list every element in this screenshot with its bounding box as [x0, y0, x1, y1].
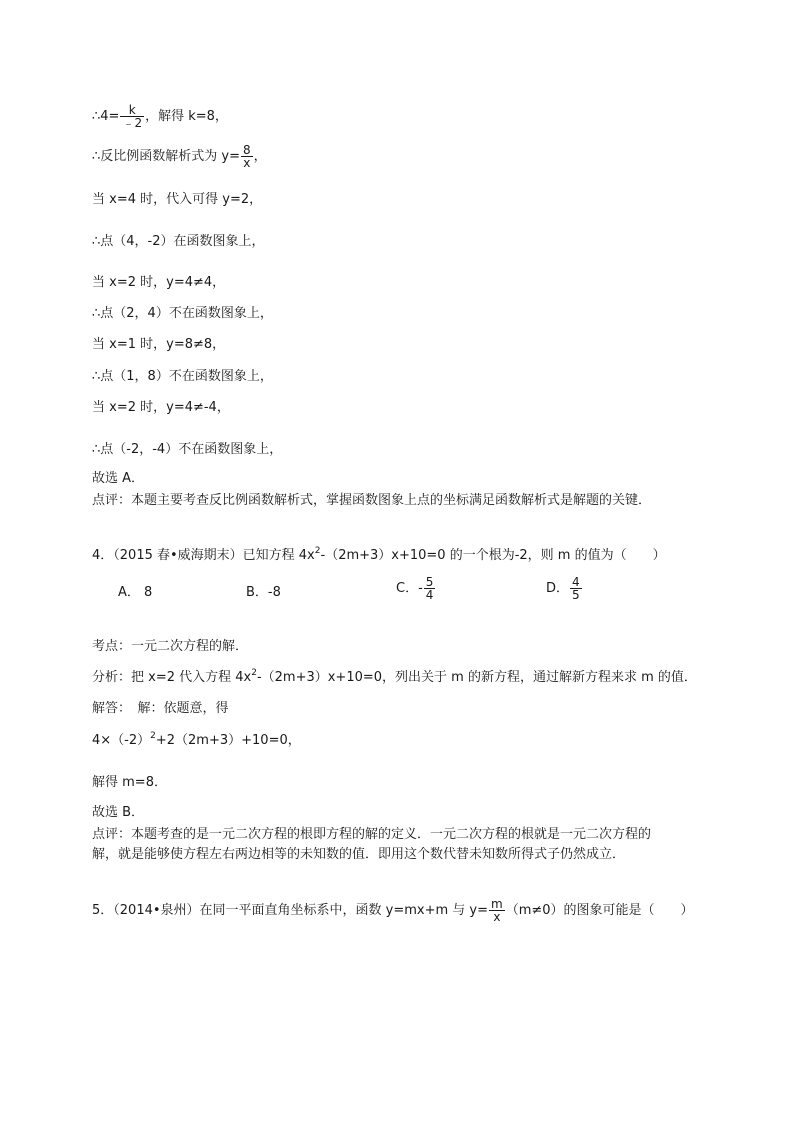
text: -（2m+3）x+10=0，列出关于 m 的新方程，通过解新方程来求 m 的值． [256, 670, 697, 685]
solution-answer: 故选 A． [92, 471, 145, 486]
text: D． [546, 581, 570, 596]
fraction-numerator: 5 [425, 575, 434, 589]
solution-line-3: 当 x=4 时，代入可得 y=2， [92, 192, 263, 207]
text: ∴4= [92, 109, 120, 124]
text: +2（2m+3）+10=0， [155, 733, 301, 748]
text: -（2m+3）x+10=0 的一个根为-2，则 m 的值为（ ） [320, 548, 666, 563]
exponent: 2 [251, 668, 257, 678]
fraction-numerator: 8 [243, 143, 251, 157]
question-4-stem [92, 547, 666, 565]
q4-comment-line-2: 解，就是能够使方程左右两边相等的未知数的值．即用这个数代替未知数所得式子仍然成立． [92, 847, 626, 862]
q4-comment-line-1: 点评：本题考查的是一元二次方程的根即方程的解的定义．一元二次方程的根就是一元二次方程的 [92, 827, 652, 842]
q4-jieda: 解答： 解：依题意，得 [92, 701, 229, 716]
solution-line-9: 当 x=2 时，y=4≠-4， [92, 400, 230, 415]
text: ∴反比例函数解析式为 y= [92, 149, 240, 164]
question-5-stem [92, 898, 694, 923]
q4-result: 解得 m=8． [92, 775, 167, 790]
q4-answer: 故选 B． [92, 805, 145, 820]
fraction-denominator: ﹣2 [122, 116, 143, 130]
fraction-numerator: k [120, 104, 144, 117]
fraction-4-over-5 [570, 576, 582, 601]
fraction-8-over-x [241, 144, 253, 169]
text: ，解得 k=8， [145, 109, 228, 124]
solution-line-1 [92, 104, 228, 129]
option-d[interactable] [546, 576, 583, 601]
fraction-denominator: 5 [572, 588, 580, 602]
fraction-m-over-x [489, 898, 505, 923]
option-c[interactable] [396, 576, 436, 601]
solution-line-6: ∴点（2，4）不在函数图象上， [92, 306, 273, 321]
solution-line-2 [92, 144, 267, 169]
fraction-denominator: 4 [425, 588, 434, 602]
solution-line-4: ∴点（4，-2）在函数图象上， [92, 234, 265, 249]
text: 4×（-2） [92, 733, 151, 748]
text: C．- [396, 581, 423, 596]
option-a[interactable]: A． 8 [118, 585, 153, 600]
text: 分析：把 x=2 代入方程 4x [92, 670, 252, 685]
text: ， [253, 149, 267, 164]
text: 4．（2015 春•威海期末）已知方程 4x [92, 548, 315, 563]
solution-comment: 点评：本题主要考查反比例函数解析式，掌握函数图象上点的坐标满足函数解析式是解题的关键． [92, 493, 652, 508]
fraction-k-over-neg2 [120, 104, 144, 129]
option-b[interactable]: B．-8 [246, 585, 281, 600]
solution-line-10: ∴点（-2，-4）不在函数图象上， [92, 442, 283, 457]
exponent: 2 [150, 731, 156, 741]
q4-kaodian: 考点：一元二次方程的解． [92, 639, 249, 654]
solution-line-5: 当 x=2 时，y=4≠4， [92, 275, 226, 290]
text: （m≠0）的图象可能是（ ） [505, 903, 694, 918]
fraction-5-over-4 [424, 576, 436, 601]
solution-line-8: ∴点（1，8）不在函数图象上， [92, 369, 273, 384]
solution-line-7: 当 x=1 时，y=8≠8， [92, 337, 226, 352]
fraction-denominator: x [493, 910, 501, 924]
q4-fenxi [92, 669, 697, 687]
fraction-denominator: x [243, 156, 251, 170]
q4-equation [92, 732, 301, 750]
exponent: 2 [314, 546, 321, 556]
fraction-numerator: m [491, 897, 503, 911]
fraction-numerator: 4 [572, 575, 580, 589]
text: 5．（2014•泉州）在同一平面直角坐标系中，函数 y=mx+m 与 y= [92, 903, 489, 918]
